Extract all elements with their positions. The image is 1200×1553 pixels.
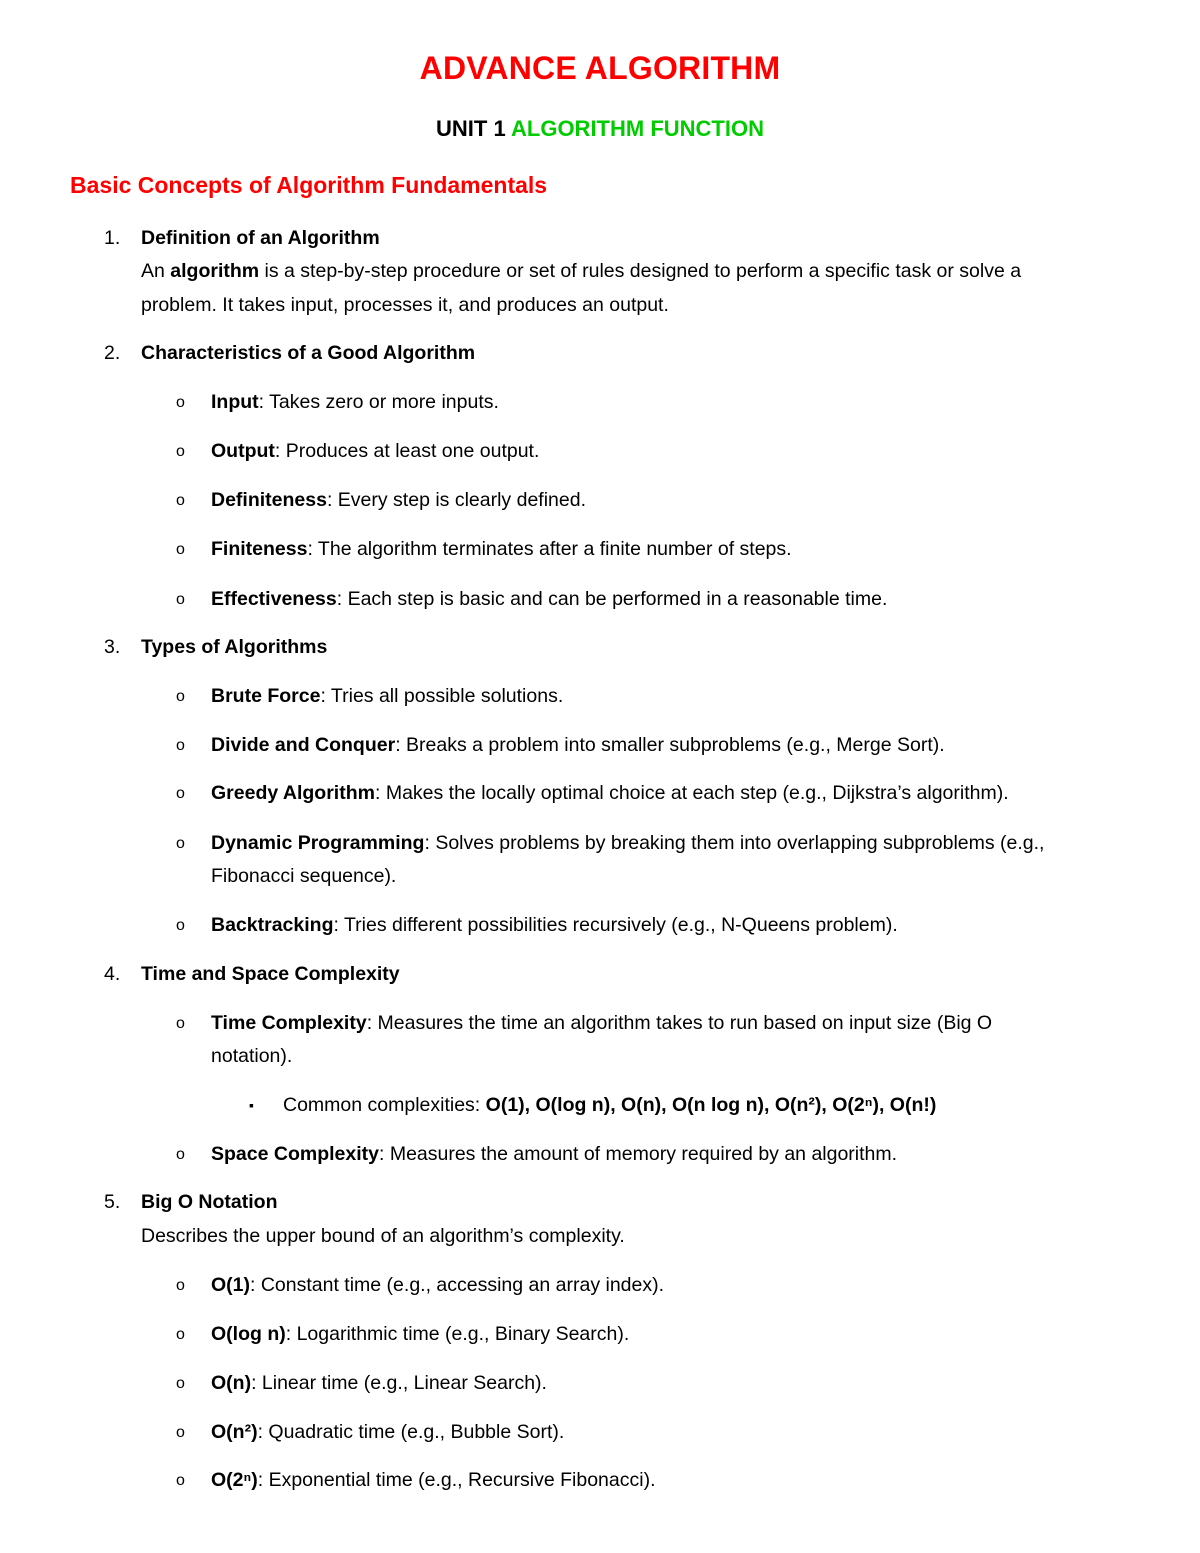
list-item: Effectiveness: Each step is basic and can be performed in a reasonable time. xyxy=(211,588,888,610)
list-item: Backtracking: Tries different possibilities recursively (e.g., N-Queens problem). xyxy=(211,914,898,936)
section-1-paragraph-line-2: problem. It takes input, processes it, and produces an output. xyxy=(141,294,669,316)
section-5-description: Describes the upper bound of an algorithm’s complexity. xyxy=(141,1225,625,1247)
list-item: Finiteness: The algorithm terminates after a finite number of steps. xyxy=(211,538,792,560)
list-item: Divide and Conquer: Breaks a problem into smaller subproblems (e.g., Merge Sort). xyxy=(211,734,945,756)
list-item: O(n²): Quadratic time (e.g., Bubble Sort). xyxy=(211,1421,565,1443)
list-item: O(log n): Logarithmic time (e.g., Binary Search). xyxy=(211,1323,630,1345)
bullet-icon: o xyxy=(176,1326,185,1343)
bullet-icon: o xyxy=(176,1146,185,1163)
section-3-number: 3. xyxy=(104,636,121,658)
bullet-icon: o xyxy=(176,1472,185,1489)
section-5-number: 5. xyxy=(104,1191,121,1213)
bullet-icon: o xyxy=(176,541,185,558)
list-item: Time Complexity: Measures the time an algorithm takes to run based on input size (Big O xyxy=(211,1012,993,1034)
unit-prefix: UNIT 1 xyxy=(436,116,506,141)
list-item: Brute Force: Tries all possible solutions. xyxy=(211,685,564,707)
square-bullet-icon: ▪ xyxy=(249,1097,254,1113)
bullet-icon: o xyxy=(176,785,185,802)
document-title: ADVANCE ALGORITHM xyxy=(419,50,781,86)
bullet-icon: o xyxy=(176,1375,185,1392)
list-item: Greedy Algorithm: Makes the locally optimal choice at each step (e.g., Dijkstra’s algorithm). xyxy=(211,782,1009,804)
section-5-title: Big O Notation xyxy=(141,1191,278,1213)
unit-name: ALGORITHM FUNCTION xyxy=(511,116,764,141)
list-item: O(2ⁿ): Exponential time (e.g., Recursive Fibonacci). xyxy=(211,1469,656,1491)
bullet-icon: o xyxy=(176,835,185,852)
list-item-continuation: Fibonacci sequence). xyxy=(211,865,397,887)
bullet-icon: o xyxy=(176,1015,185,1032)
sub-list-item: Common complexities: O(1), O(log n), O(n), O(n log n), O(n²), O(2ⁿ), O(n!) xyxy=(283,1094,937,1116)
section-1-title: Definition of an Algorithm xyxy=(141,227,380,249)
bullet-icon: o xyxy=(176,917,185,934)
list-item: Dynamic Programming: Solves problems by breaking them into overlapping subproblems (e.g., xyxy=(211,832,1045,854)
section-4-number: 4. xyxy=(104,963,121,985)
list-item-continuation: notation). xyxy=(211,1045,293,1067)
list-item: Input: Takes zero or more inputs. xyxy=(211,391,499,413)
section-3-title: Types of Algorithms xyxy=(141,636,328,658)
bullet-icon: o xyxy=(176,737,185,754)
bullet-icon: o xyxy=(176,1424,185,1441)
list-item: Space Complexity: Measures the amount of memory required by an algorithm. xyxy=(211,1143,898,1165)
list-item: Output: Produces at least one output. xyxy=(211,440,540,462)
section-1-number: 1. xyxy=(104,227,121,249)
section-1-paragraph-line-1: An algorithm is a step-by-step procedure or set of rules designed to perform a specific task or solve a xyxy=(141,260,1022,282)
bullet-icon: o xyxy=(176,688,185,705)
section-4-title: Time and Space Complexity xyxy=(141,963,400,985)
bullet-icon: o xyxy=(176,443,185,460)
section-heading: Basic Concepts of Algorithm Fundamentals xyxy=(70,172,548,198)
bullet-icon: o xyxy=(176,394,185,411)
list-item: O(1): Constant time (e.g., accessing an array index). xyxy=(211,1274,665,1296)
bullet-icon: o xyxy=(176,492,185,509)
bullet-icon: o xyxy=(176,591,185,608)
list-item: O(n): Linear time (e.g., Linear Search). xyxy=(211,1372,547,1394)
section-2-number: 2. xyxy=(104,342,121,364)
section-2-title: Characteristics of a Good Algorithm xyxy=(141,342,476,364)
list-item: Definiteness: Every step is clearly defined. xyxy=(211,489,586,511)
unit-heading xyxy=(0,116,1200,142)
bullet-icon: o xyxy=(176,1277,185,1294)
